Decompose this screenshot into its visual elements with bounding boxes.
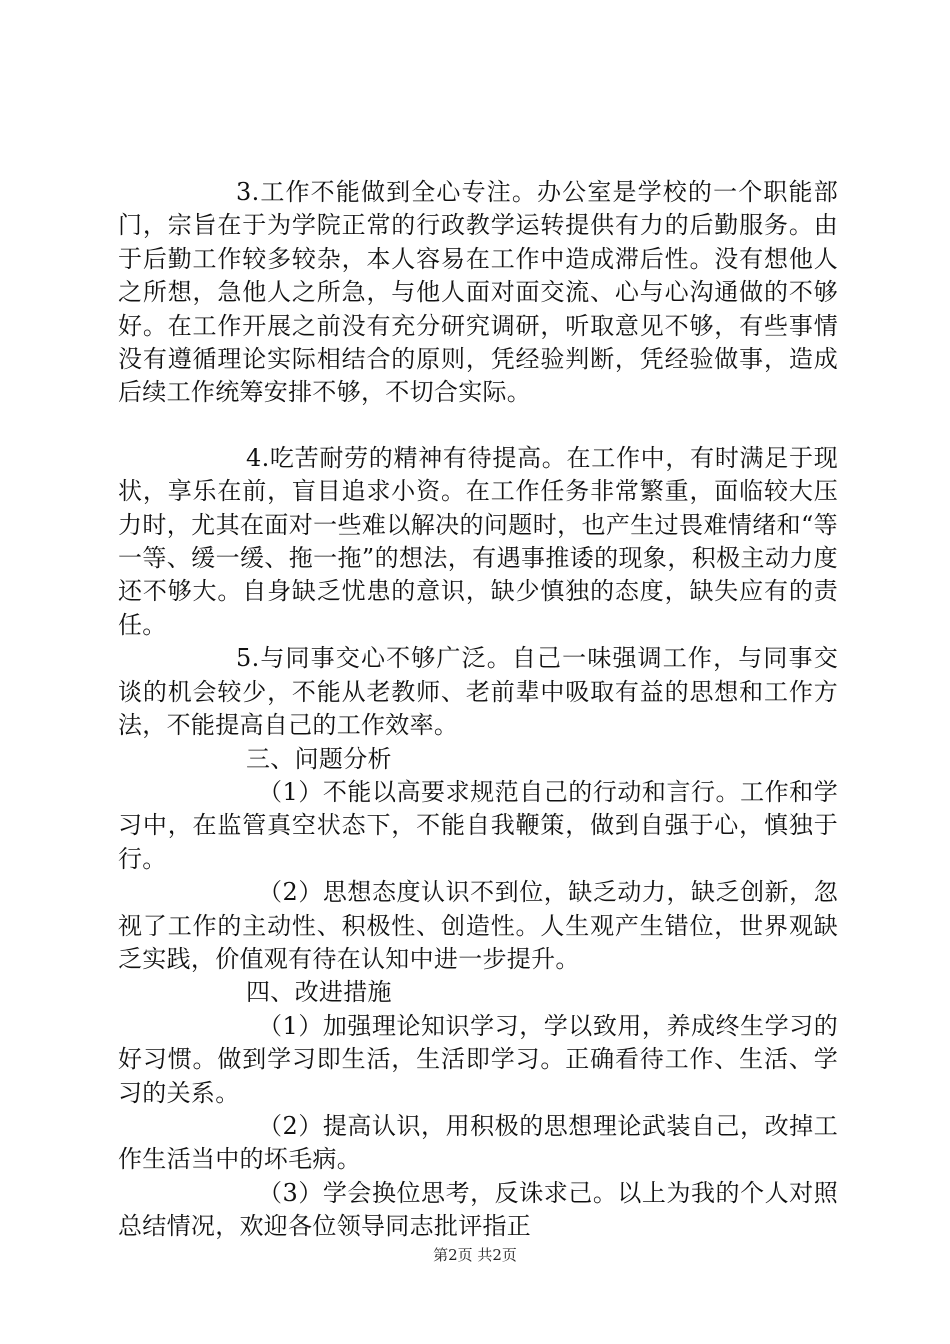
paragraph-measure-2: （2）提高认识，用积极的思想理论武装自己，改掉工作生活当中的坏毛病。 — [118, 1111, 838, 1174]
document-body — [118, 176, 838, 1244]
heading-improvement-measures: 四、改进措施 — [246, 978, 392, 1007]
paragraph-analysis-1: （1）不能以高要求规范自己的行动和言行。工作和学习中，在监管真空状态下，不能自我鞭策，做到自强于心，慎独于行。 — [118, 777, 838, 873]
paragraph-point-4: 4.吃苦耐劳的精神有待提高。在工作中，有时满足于现状，享乐在前，盲目追求小资。在工作任务非常繁重，面临较大压力时，尤其在面对一些难以解决的问题时，也产生过畏难情绪和“等一等、缓一缓、拖一拖”的想法，有遇事推诿的现象，积极主动力度还不够大。自身缺乏忧患的意识，缺少慎独的态度，缺失应有的责任。 — [118, 443, 838, 639]
paragraph-analysis-2: （2）思想态度认识不到位，缺乏动力，缺乏创新，忽视了工作的主动性、积极性、创造性。人生观产生错位，世界观缺乏实践，价值观有待在认知中进一步提升。 — [118, 878, 838, 973]
page-footer: 第2页 共2页 — [433, 1246, 517, 1264]
paragraph-measure-3: （3）学会换位思考，反诛求己。以上为我的个人对照总结情况，欢迎各位领导同志批评指正 — [118, 1178, 838, 1241]
paragraph-point-3: 3.工作不能做到全心专注。办公室是学校的一个职能部门，宗旨在于为学院正常的行政教学运转提供有力的后勤服务。由于后勤工作较多较杂，本人容易在工作中造成滞后性。没有想他人之所想，急他人之所急，与他人面对面交流、心与心沟通做的不够好。在工作开展之前没有充分研究调研，听取意见不够，有些事情没有遵循理论实际相结合的原则，凭经验判断，凭经验做事，造成后续工作统筹安排不够，不切合实际。 — [118, 178, 838, 407]
heading-problem-analysis: 三、问题分析 — [246, 744, 392, 773]
paragraph-point-5: 5.与同事交心不够广泛。自己一味强调工作，与同事交谈的机会较少，不能从老教师、老前辈中吸取有益的思想和工作方法，不能提高自己的工作效率。 — [118, 644, 838, 740]
paragraph-measure-1: （1）加强理论知识学习，学以致用，养成终生学习的好习惯。做到学习即生活，生活即学习。正确看待工作、生活、学习的关系。 — [118, 1011, 838, 1107]
